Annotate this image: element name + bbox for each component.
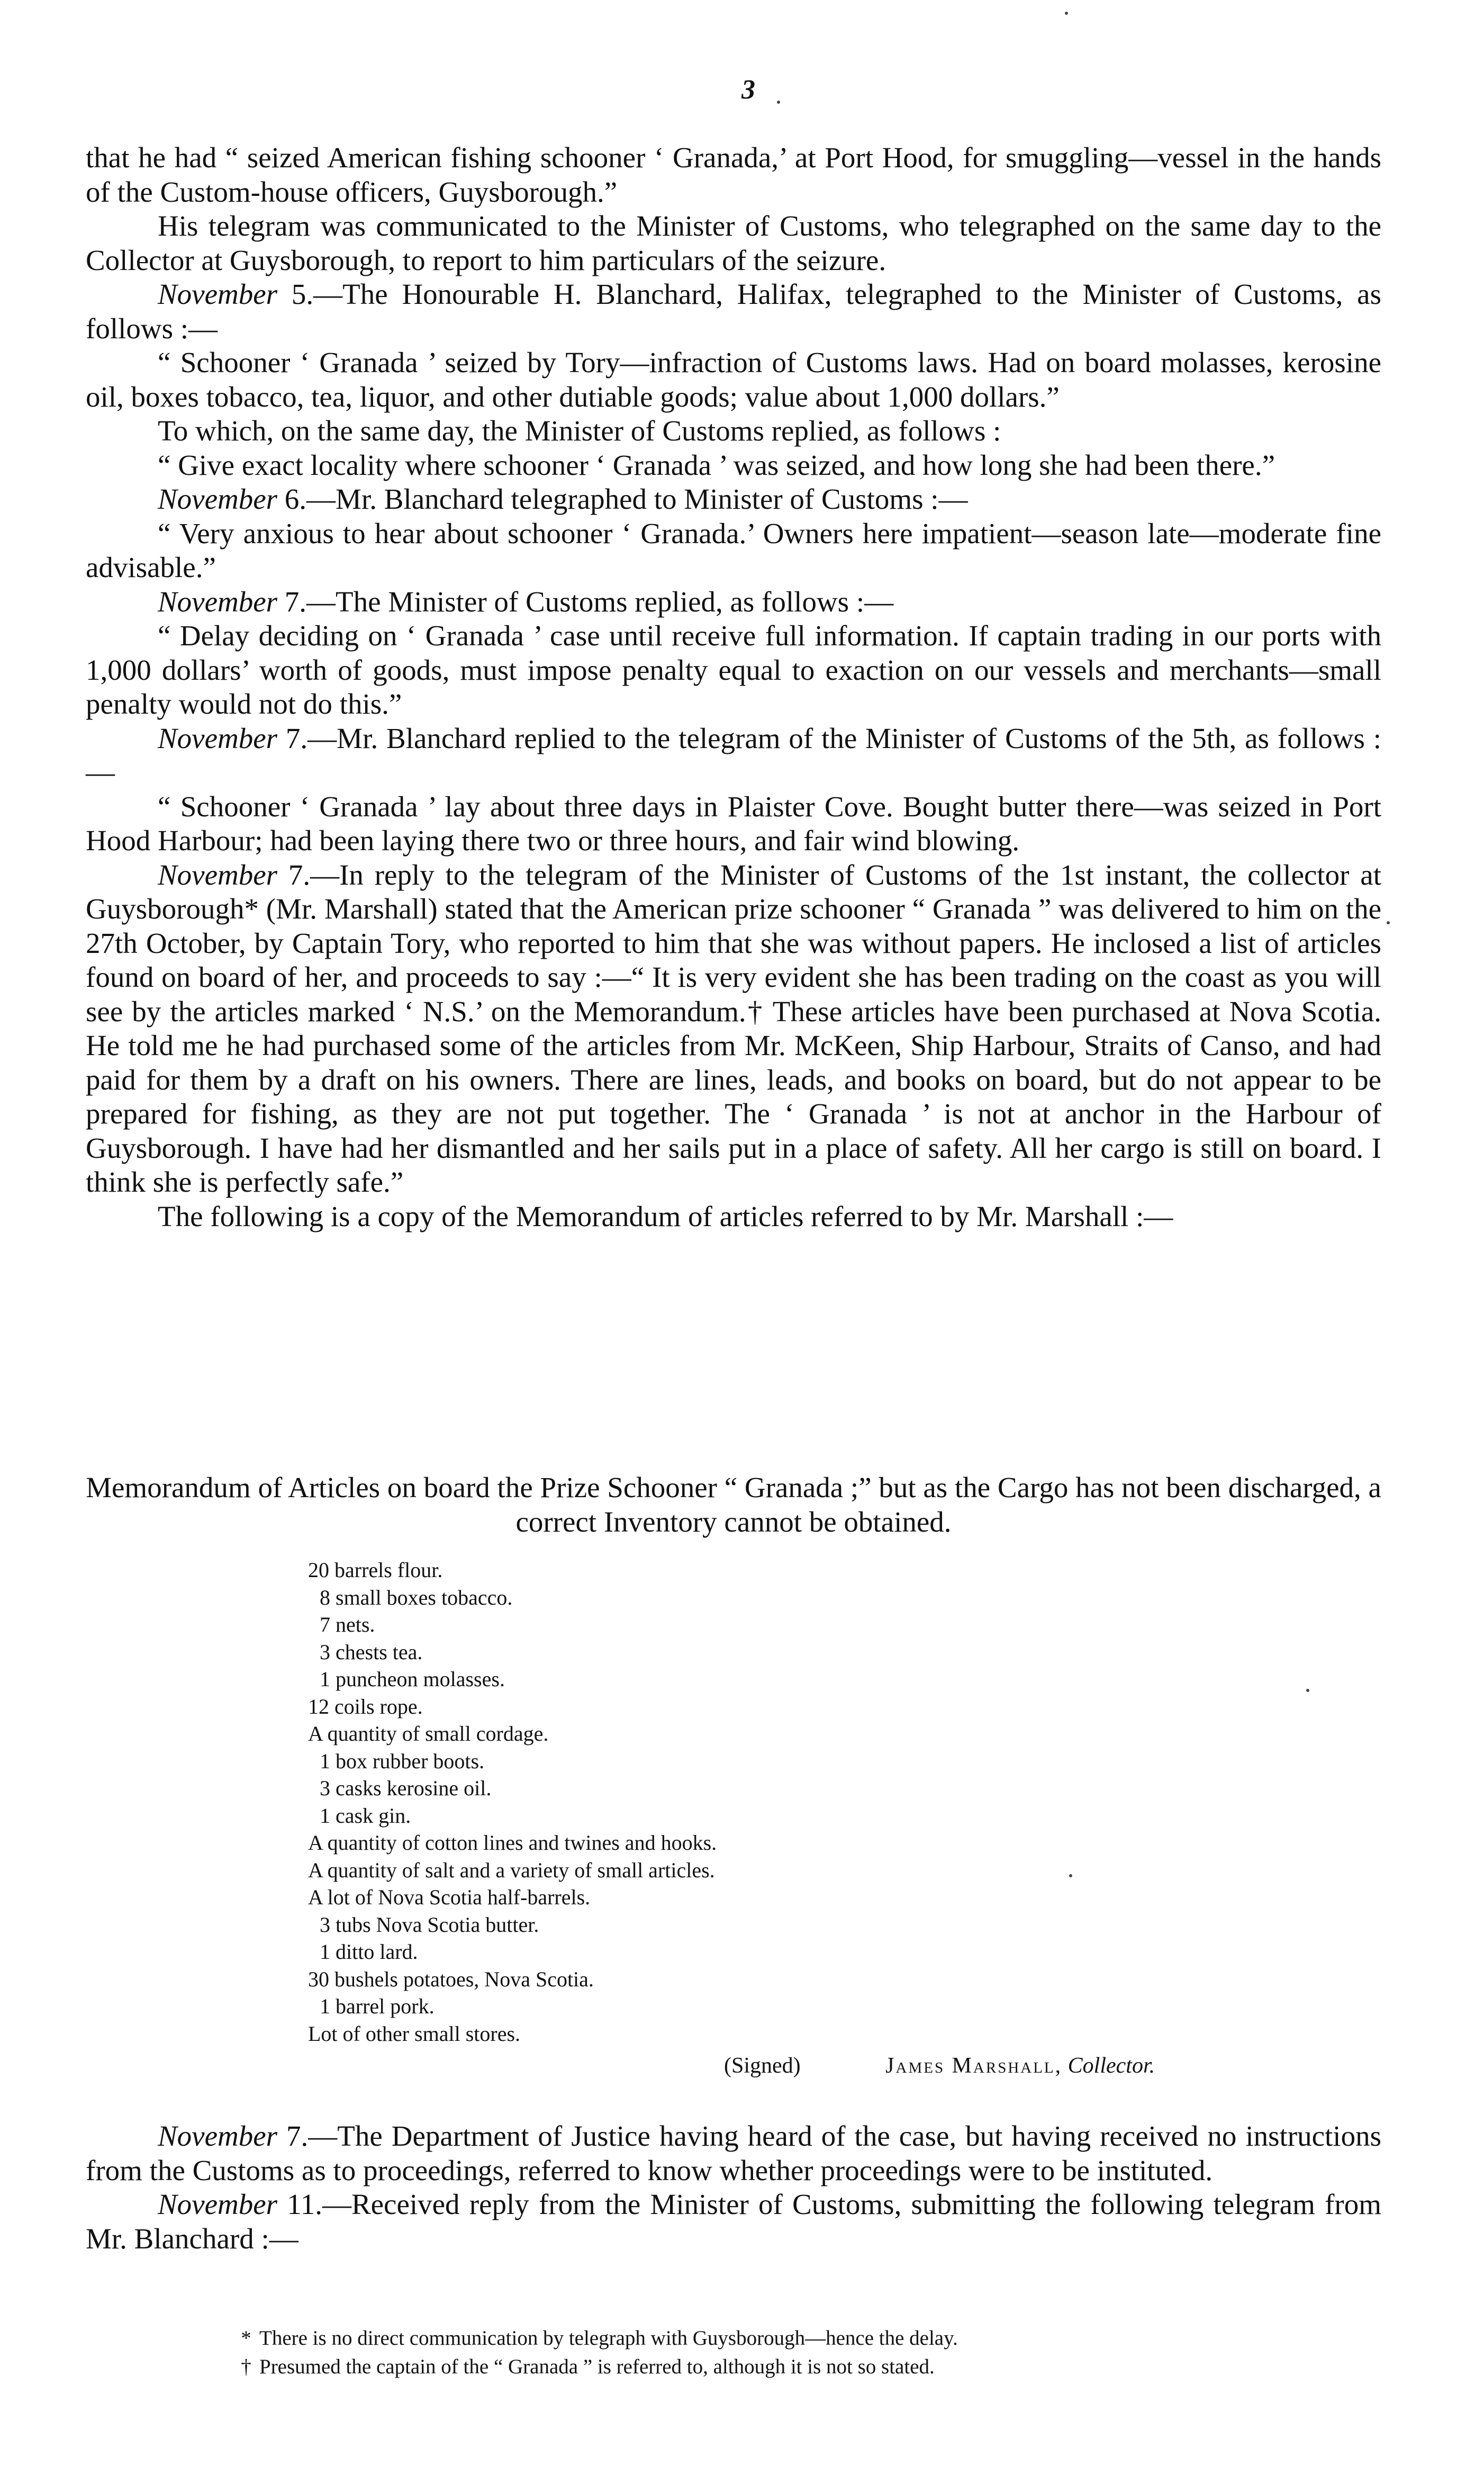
paragraph-text: To which, on the same day, the Minister of Customs replied, as follows :: [158, 415, 1001, 447]
paragraph: [86, 517, 1381, 585]
memorandum-item: A lot of Nova Scotia half-barrels.: [308, 1885, 591, 1909]
paragraph-text: His telegram was communicated to the Minister of Customs, who telegraphed on the same day to the Collector at Guysborough, to report to him particulars of the seizure.: [86, 210, 1381, 276]
page-number: 3: [741, 75, 755, 105]
paragraph-text: 5.—The Honourable H. Blanchard, Halifax, telegraphed to the Minister of Customs, as follows :—: [86, 278, 1381, 345]
paragraph: [86, 722, 1381, 790]
tail-text: [86, 2119, 1381, 2256]
paragraph-date: November: [158, 278, 278, 310]
footnote: [233, 2353, 1291, 2381]
paper-speck: [1306, 1689, 1309, 1692]
paper-speck: [1069, 1874, 1072, 1877]
signer-name: James Marshall,: [885, 2054, 1063, 2078]
footnote: [233, 2324, 1291, 2353]
memorandum-item: 30 bushels potatoes, Nova Scotia.: [308, 1967, 594, 1991]
paragraph-text: “ Delay deciding on ‘ Granada ’ case until receive full information. If captain trading in our ports with 1,000 dollars’ worth of goods, must impose penalty equal to exaction on our vessels and merchants—small penalty would not do this.”: [86, 619, 1381, 720]
paragraph: [86, 2119, 1381, 2188]
memorandum-item: 20 barrels flour.: [308, 1558, 443, 1582]
paragraph-text: “ Schooner ‘ Granada ’ seized by Tory—infraction of Customs laws. Had on board molasses, kerosine oil, boxes tobacco, tea, liquor, and other dutiable goods; value about 1,000 dollars.”: [86, 346, 1381, 413]
footnote-mark: *: [241, 2327, 251, 2350]
paragraph: [86, 414, 1381, 448]
memorandum-title: Memorandum of Articles on board the Prize Schooner “ Granada ;” but as the Cargo has not been discharged, a correct Inventory cannot be obtained.: [86, 1471, 1381, 1538]
memorandum-item: A quantity of small cordage.: [308, 1722, 549, 1745]
paragraph-text: “ Give exact locality where schooner ‘ Granada ’ was seized, and how long she had been there.”: [158, 448, 1275, 481]
memorandum-list: [308, 1556, 943, 2047]
signed-label: (Signed): [724, 2054, 801, 2078]
paragraph-text: 6.—Mr. Blanchard telegraphed to Minister of Customs :—: [277, 483, 968, 515]
paragraph-text: 7.—The Department of Justice having heard of the case, but having received no instructions from the Customs as to proceedings, referred to know whether proceedings were to be instituted.: [86, 2120, 1381, 2186]
paragraph: [86, 277, 1381, 346]
paragraph-date: November: [158, 722, 278, 754]
paper-speck: [1387, 921, 1390, 924]
memorandum-item: 3 casks kerosine oil.: [320, 1776, 492, 1800]
footnote-text: Presumed the captain of the “ Granada ” is referred to, although it is not so stated.: [259, 2355, 935, 2378]
paragraph-date: November: [158, 483, 278, 515]
paragraph: [86, 2188, 1381, 2256]
body-text: [86, 141, 1381, 1234]
footnote-mark: †: [241, 2355, 251, 2378]
paragraph-text: 7.—Mr. Blanchard replied to the telegram of the Minister of Customs of the 5th, as follows :—: [86, 722, 1381, 788]
signature-line: [724, 2052, 1306, 2080]
memorandum-item: 7 nets.: [320, 1613, 375, 1636]
footnotes: [233, 2324, 1291, 2381]
memorandum-item: 3 tubs Nova Scotia butter.: [320, 1912, 539, 1937]
memorandum-item: 12 coils rope.: [308, 1694, 423, 1718]
paragraph: [86, 141, 1381, 209]
memorandum-item: 1 ditto lard.: [320, 1940, 418, 1964]
paragraph-text: that he had “ seized American fishing schooner ‘ Granada,’ at Port Hood, for smuggling—vessel in the hands of the Custom-house officers, Guysborough.”: [86, 141, 1381, 208]
paragraph: [86, 585, 1381, 619]
paragraph: [86, 619, 1381, 722]
memorandum-item: Lot of other small stores.: [308, 2021, 521, 2046]
memorandum-item: 8 small boxes tobacco.: [320, 1585, 513, 1609]
footnote-text: There is no direct communication by telegraph with Guysborough—hence the delay.: [259, 2327, 958, 2350]
paragraph-text: 11.—Received reply from the Minister of Customs, submitting the following telegram from Mr. Blanchard :—: [86, 2188, 1381, 2255]
paragraph-date: November: [158, 2188, 278, 2220]
memorandum-item: 1 cask gin.: [320, 1803, 411, 1828]
paragraph: [86, 346, 1381, 414]
paragraph: [86, 858, 1381, 1200]
paragraph: [86, 448, 1381, 483]
memorandum-item: 1 puncheon molasses.: [320, 1667, 505, 1691]
memorandum-item: A quantity of cotton lines and twines and hooks.: [308, 1831, 717, 1855]
memorandum-item: A quantity of salt and a variety of small articles.: [308, 1858, 715, 1882]
paper-speck: [1065, 12, 1068, 15]
paragraph-date: November: [158, 2120, 278, 2152]
memorandum-item: 1 box rubber boots.: [320, 1749, 485, 1773]
paragraph-text: “ Schooner ‘ Granada ’ lay about three days in Plaister Cove. Bought butter there—was seized in Port Hood Harbour; had been laying there two or three hours, and fair wind blowing.: [86, 790, 1381, 857]
memorandum-item: 3 chests tea.: [320, 1640, 423, 1664]
paragraph-text: The following is a copy of the Memorandum of articles referred to by Mr. Marshall :—: [158, 1200, 1173, 1232]
signer-title: Collector.: [1067, 2054, 1155, 2078]
paragraph: [86, 482, 1381, 517]
paper-speck: [777, 101, 780, 104]
paragraph: [86, 790, 1381, 858]
paragraph-text: 7.—The Minister of Customs replied, as follows :—: [277, 585, 894, 618]
paragraph-date: November: [158, 858, 278, 891]
paragraph: [86, 1200, 1381, 1234]
memorandum-item: 1 barrel pork.: [320, 1994, 435, 2018]
paragraph-date: November: [158, 585, 278, 618]
paragraph-text: “ Very anxious to hear about schooner ‘ Granada.’ Owners here impatient—season late—moderate fine advisable.”: [86, 517, 1381, 583]
paragraph: [86, 209, 1381, 277]
paragraph-text: 7.—In reply to the telegram of the Minister of Customs of the 1st instant, the collector at Guysborough* (Mr. Marshall) stated that the American prize schooner “ Granada ” was delivered to him on the 27th October, by Captain Tory, who reported to him that she was without papers. He inclosed a list of articles found on board of her, and proceeds to say :—“ It is very evident she has been trading on the coast as you will see by the articles marked ‘ N.S.’ on the Memorandum.† These articles have been purchased at Nova Scotia. He told me he had purchased some of the articles from Mr. McKeen, Ship Harbour, Straits of Canso, and had paid for them by a draft on his owners. There are lines, leads, and books on board, but do not appear to be prepared for fishing, as they are not put together. The ‘ Granada ’ is not at anchor in the Harbour of Guysborough. I have had her dismantled and her sails put in a place of safety. All her cargo is still on board. I think she is perfectly safe.”: [86, 858, 1381, 1198]
